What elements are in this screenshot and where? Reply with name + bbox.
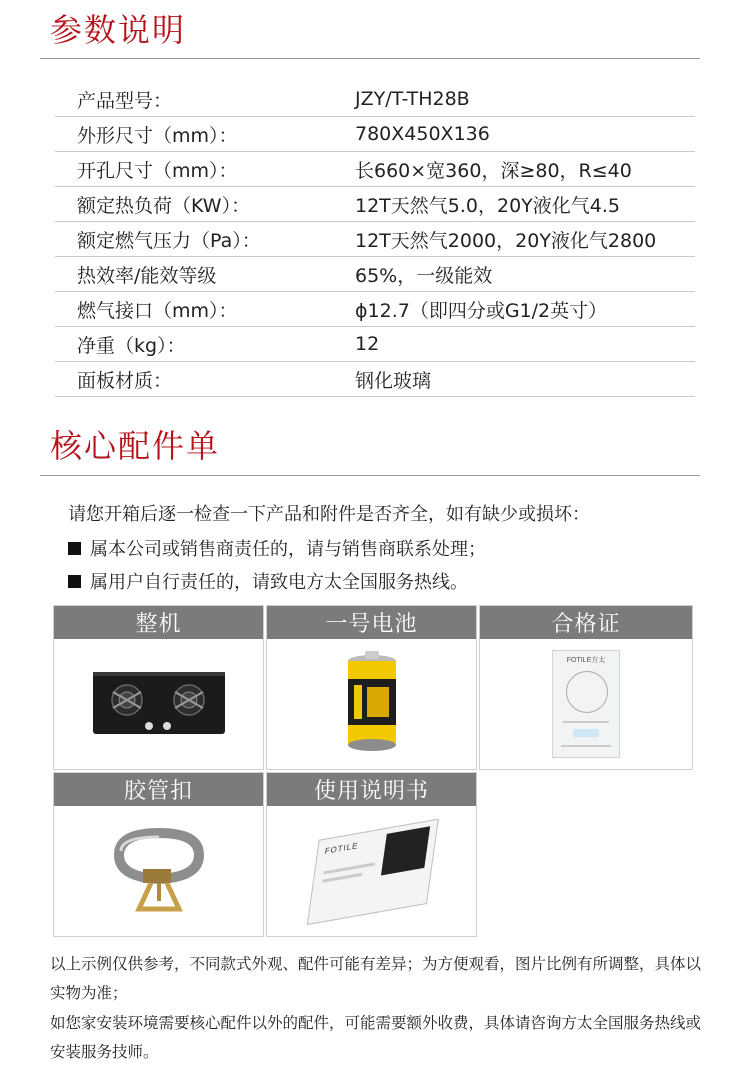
- bullet-item: [68, 535, 486, 561]
- spec-label: 外形尺寸（mm）：: [77, 124, 238, 147]
- gas-stove-image: [54, 639, 263, 769]
- accessory-cell: [266, 605, 477, 770]
- spec-row: [55, 117, 695, 152]
- hose-clamp-image: [54, 806, 263, 936]
- spec-value: ϕ12.7（即四分或G1/2英寸）: [355, 299, 608, 322]
- spec-row: [55, 362, 695, 397]
- spec-value: 钢化玻璃: [355, 369, 432, 392]
- accessories-title: 核心配件单: [50, 427, 221, 465]
- spec-label: 燃气接口（mm）：: [77, 299, 238, 322]
- bullet-item: [68, 568, 468, 594]
- spec-row: [55, 327, 695, 362]
- seal-icon: [566, 671, 608, 713]
- certificate-image: [480, 639, 692, 769]
- spec-label: 额定燃气压力（Pa）：: [77, 229, 261, 252]
- footnote-line: 以上示例仅供参考，不同款式外观、配件可能有差异；为方便观看，图片比例有所调整，具体以实物为准；: [50, 955, 702, 1002]
- accessory-cell: [266, 772, 477, 937]
- spec-row: [55, 257, 695, 292]
- accessories-intro: 请您开箱后逐一检查一下产品和附件是否齐全，如有缺少或损坏：: [68, 504, 590, 525]
- accessory-label: 胶管扣: [54, 773, 263, 806]
- accessory-label: 使用说明书: [267, 773, 476, 806]
- spec-row: [55, 152, 695, 187]
- bullet-text: 属本公司或销售商责任的，请与销售商联系处理；: [90, 539, 486, 560]
- square-bullet-icon: [68, 575, 81, 588]
- manual-image: [267, 806, 476, 936]
- square-bullet-icon: [68, 542, 81, 555]
- params-title: 参数说明: [50, 11, 187, 49]
- spec-value: 65%，一级能效: [355, 264, 493, 287]
- params-title-rule: [40, 58, 700, 59]
- accessory-label: 一号电池: [267, 606, 476, 639]
- bullet-text: 属用户自行责任的，请致电方太全国服务热线。: [90, 572, 468, 593]
- spec-label: 产品型号：: [77, 89, 173, 112]
- accessory-label: 整机: [54, 606, 263, 639]
- spec-table: [55, 82, 695, 397]
- accessory-cell: [53, 772, 264, 937]
- spec-value: 780X450X136: [355, 123, 490, 145]
- spec-label: 面板材质：: [77, 369, 173, 392]
- accessory-label: 合格证: [480, 606, 692, 639]
- spec-row: [55, 292, 695, 327]
- battery-image: [267, 639, 476, 769]
- spec-value: 长660×宽360，深≥80，R≤40: [355, 159, 632, 182]
- footnote-line: 如您家安装环境需要核心配件以外的配件，可能需要额外收费，具体请咨询方太全国服务热线或安装服务技师。: [50, 1014, 702, 1061]
- spec-value: 12T天然气2000，20Y液化气2800: [355, 229, 657, 252]
- certificate-brand: FOTILE方太: [566, 657, 606, 664]
- spec-value: 12: [355, 333, 380, 355]
- accessory-cell: [479, 605, 693, 770]
- accessories-title-rule: [40, 475, 700, 476]
- spec-row: [55, 187, 695, 222]
- spec-value: 12T天然气5.0，20Y液化气4.5: [355, 194, 620, 217]
- spec-label: 净重（kg）：: [77, 334, 186, 357]
- spec-label: 热效率/能效等级: [77, 264, 217, 287]
- accessory-cell: [53, 605, 264, 770]
- spec-row: [55, 82, 695, 117]
- spec-label: 开孔尺寸（mm）：: [77, 159, 238, 182]
- spec-value: JZY/T-TH28B: [355, 88, 470, 110]
- spec-row: [55, 222, 695, 257]
- spec-label: 额定热负荷（KW）：: [77, 194, 251, 217]
- manual-brand: FOTILE: [323, 840, 359, 857]
